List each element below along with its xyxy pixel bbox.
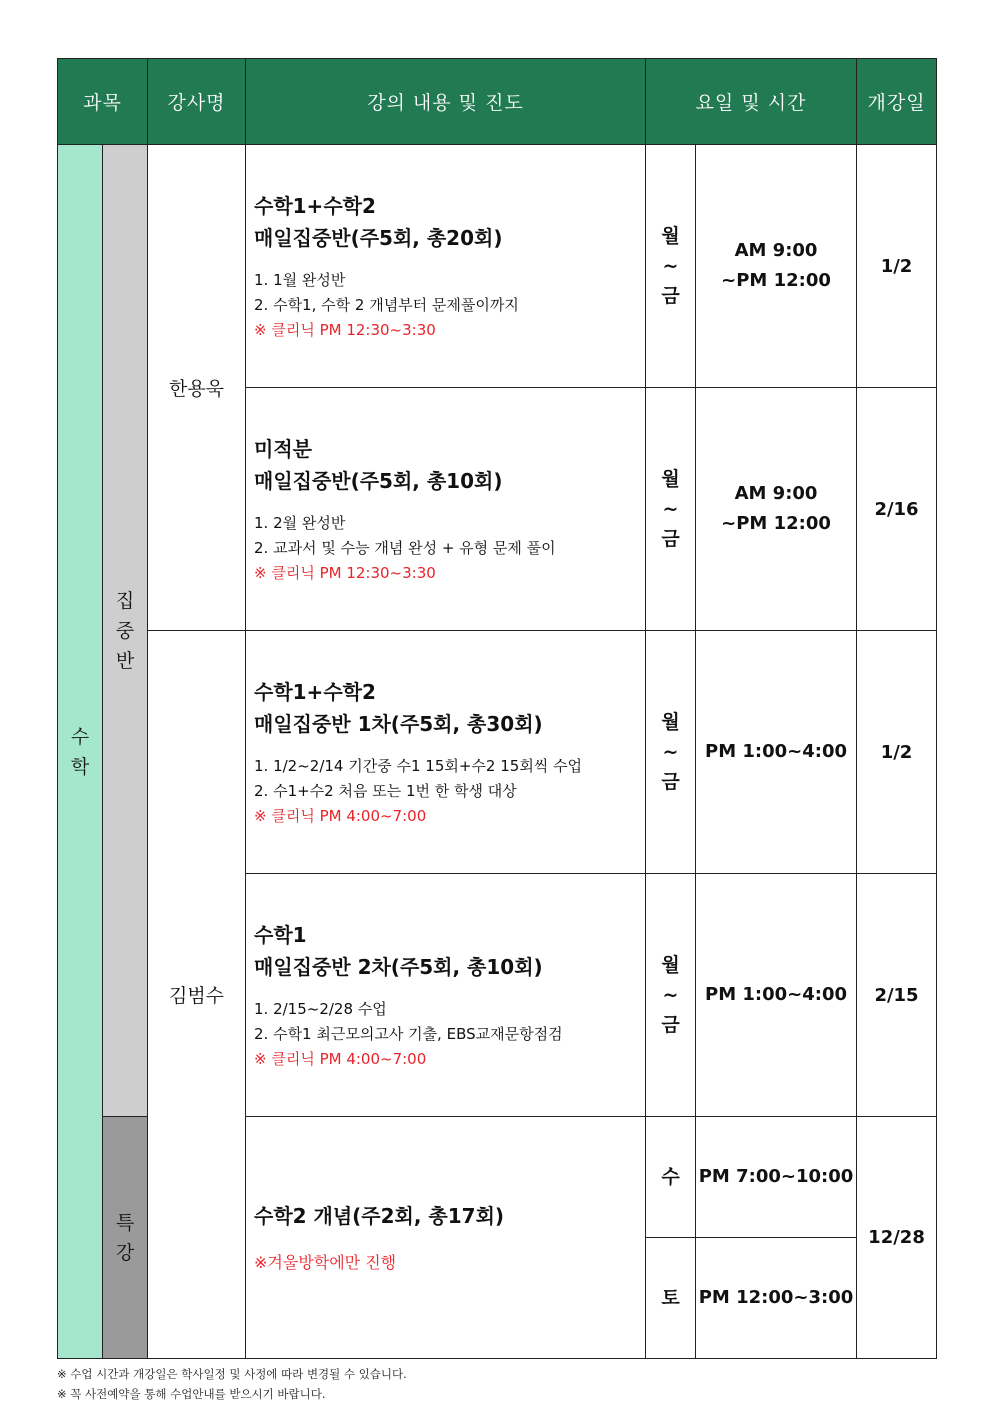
course-content [246, 631, 646, 874]
course-detail: 2. 수1+수2 처음 또는 1번 한 학생 대상 [254, 781, 517, 800]
start-date: 2/15 [857, 874, 937, 1117]
day-range: 월 ~ 금 [646, 145, 696, 388]
course-content [246, 1117, 646, 1359]
course-detail: 2. 교과서 및 수능 개념 완성 + 유형 문제 풀이 [254, 538, 556, 557]
class-time: PM 1:00~4:00 [696, 631, 857, 874]
course-subtitle: 매일집중반(주5회, 총20회) [254, 225, 503, 250]
header-instructor: 강사명 [148, 59, 246, 145]
class-time: PM 7:00~10:00 [696, 1117, 857, 1238]
course-subtitle: 매일집중반 2차(주5회, 총10회) [254, 954, 543, 979]
start-date: 12/28 [857, 1117, 937, 1359]
instructor-cell [148, 145, 246, 631]
clinic-note: ※ 클리닉 PM 4:00~7:00 [254, 1049, 427, 1068]
class-time: AM 9:00 ~PM 12:00 [696, 388, 857, 631]
course-detail: 2. 수학1 최근모의고사 기출, EBS교재문항점검 [254, 1024, 563, 1043]
course-subtitle: 매일집중반 1차(주5회, 총30회) [254, 711, 543, 736]
course-title: 수학1+수학2 [254, 679, 376, 704]
start-date: 1/2 [857, 145, 937, 388]
course-title: 미적분 [254, 436, 312, 461]
course-title: 수학2 개념(주2회, 총17회) [254, 1204, 505, 1228]
start-date: 2/16 [857, 388, 937, 631]
start-date: 1/2 [857, 631, 937, 874]
course-subtitle: 매일집중반(주5회, 총10회) [254, 468, 503, 493]
course-detail: 1. 1월 완성반 [254, 270, 346, 289]
header-schedule: 요일 및 시간 [646, 59, 857, 145]
type-special-cell [103, 1117, 148, 1359]
header-content: 강의 내용 및 진도 [246, 59, 646, 145]
type-intensive-label: 집중반 [115, 589, 135, 672]
clinic-note: ※ 클리닉 PM 12:30~3:30 [254, 320, 436, 339]
day-range: 월 ~ 금 [646, 631, 696, 874]
course-title: 수학1+수학2 [254, 193, 376, 218]
course-detail: 1. 2/15~2/28 수업 [254, 999, 387, 1018]
special-note: ※겨울방학에만 진행 [254, 1253, 397, 1272]
subject-label: 수학 [70, 725, 90, 778]
day-wednesday: 수 [646, 1117, 696, 1238]
clinic-note: ※ 클리닉 PM 12:30~3:30 [254, 563, 436, 582]
table-row [58, 145, 937, 388]
schedule-table [57, 58, 937, 1359]
course-title: 수학1 [254, 922, 307, 947]
instructor-cell [148, 631, 246, 1359]
table-row [58, 631, 937, 874]
course-detail: 1. 1/2~2/14 기간중 수1 15회+수2 15회씩 수업 [254, 756, 583, 775]
instructor-name: 김범수 [168, 985, 225, 1007]
subject-cell [58, 145, 103, 1359]
day-range: 월 ~ 금 [646, 388, 696, 631]
footnotes [57, 1364, 407, 1404]
course-detail: 1. 2월 완성반 [254, 513, 346, 532]
header-row [58, 59, 937, 145]
course-content [246, 145, 646, 388]
class-time: AM 9:00 ~PM 12:00 [696, 145, 857, 388]
header-subject: 과목 [58, 59, 148, 145]
clinic-note: ※ 클리닉 PM 4:00~7:00 [254, 806, 427, 825]
course-content [246, 388, 646, 631]
course-detail: 2. 수학1, 수학 2 개념부터 문제풀이까지 [254, 295, 519, 314]
class-time: PM 12:00~3:00 [696, 1238, 857, 1359]
type-special-label: 특강 [115, 1211, 135, 1264]
day-range: 월 ~ 금 [646, 874, 696, 1117]
footnote: ※ 꼭 사전예약을 통해 수업안내를 받으시기 바랍니다. [57, 1387, 326, 1401]
instructor-name: 한용욱 [168, 378, 225, 400]
header-start-date: 개강일 [857, 59, 937, 145]
type-intensive-cell [103, 145, 148, 1117]
class-time: PM 1:00~4:00 [696, 874, 857, 1117]
course-content [246, 874, 646, 1117]
footnote: ※ 수업 시간과 개강일은 학사일정 및 사정에 따라 변경될 수 있습니다. [57, 1367, 407, 1381]
day-saturday: 토 [646, 1238, 696, 1359]
